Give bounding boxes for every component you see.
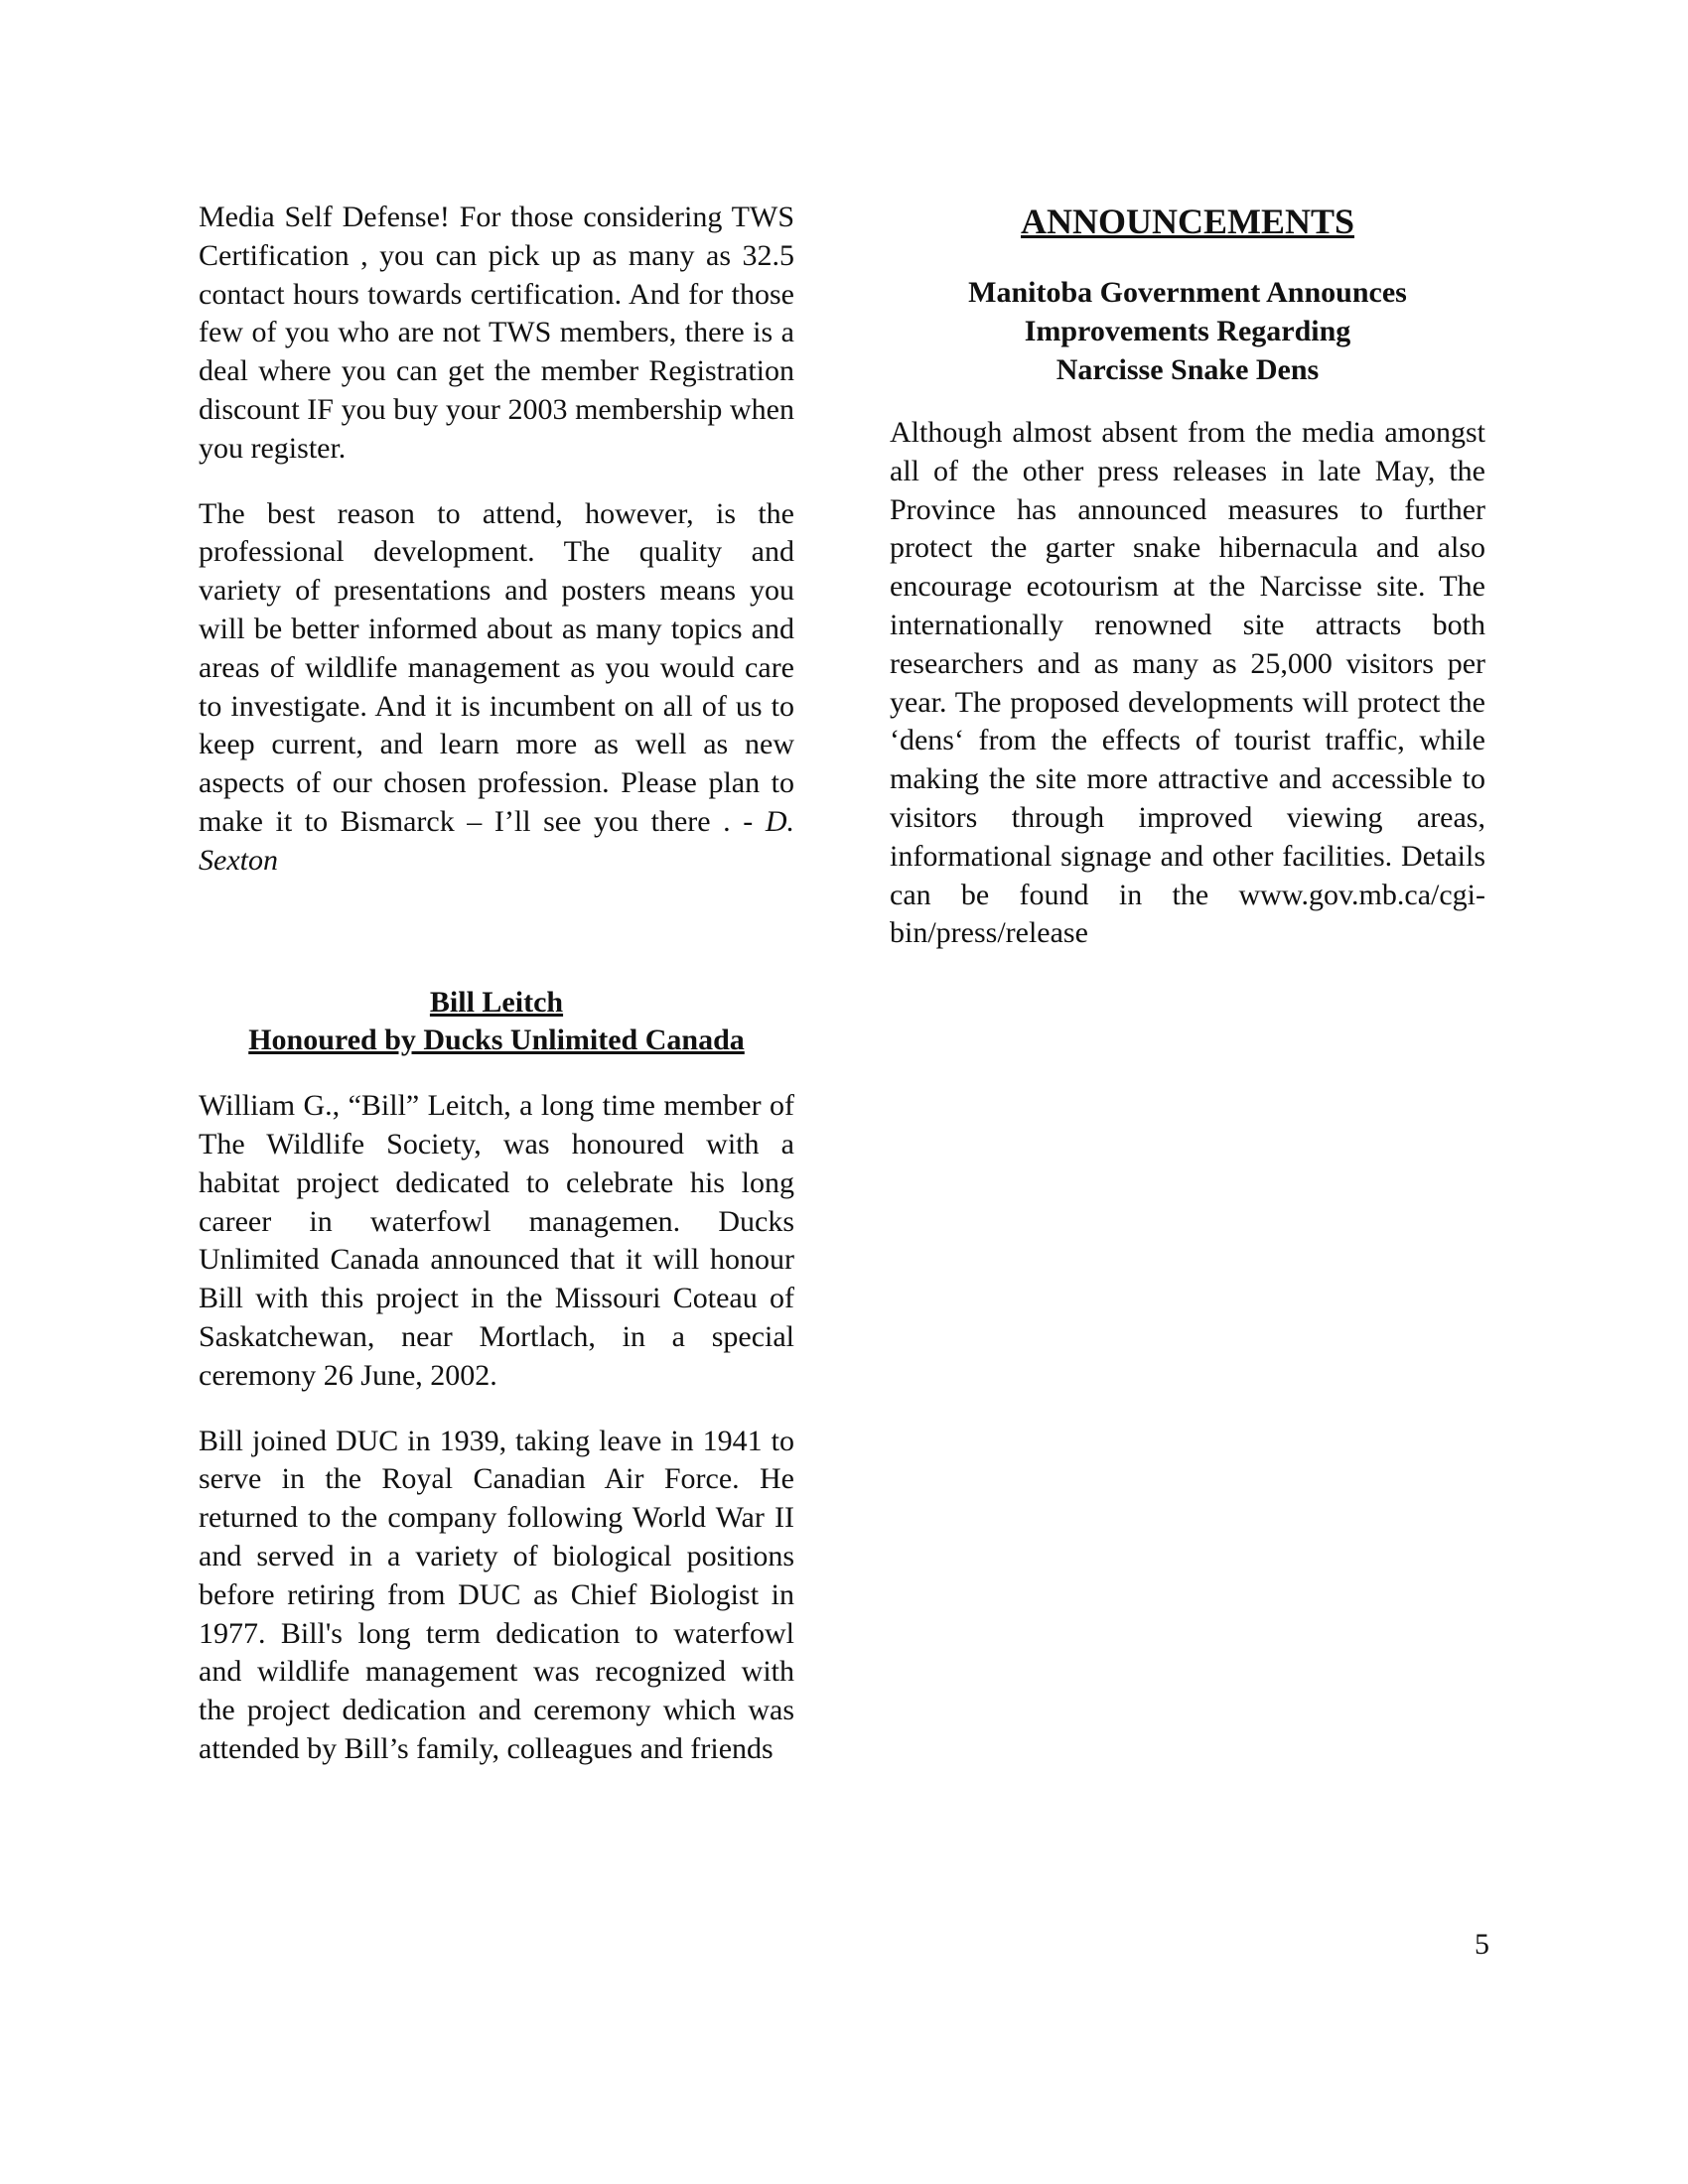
intro-paragraph-1: Media Self Defense! For those considering TWS Certification , you can pick up as many as 32.5 contact hours towards certification. And for those few of you who are not TWS members, there is a deal where you can get the member Registration discount IF you buy your 2003 membership when you register. — [199, 201, 794, 465]
intro-paragraph-2-text: The best reason to attend, however, is the professional development. The quality and variety of presentations and posters means you will be better informed about as many topics and areas of wildlife management as you would care to investigate. And it is incumbent on all of us to keep current, and learn more as well as new aspects of our chosen profession. Please plan to make it to Bismarck – I’ll see you there . - — [199, 496, 794, 838]
announcements-heading: ANNOUNCEMENTS — [1020, 202, 1355, 241]
leitch-article-title — [199, 984, 794, 1061]
page-number: 5 — [1475, 1928, 1489, 1961]
leitch-article — [199, 984, 794, 1769]
narcisse-announcement-title — [890, 273, 1485, 389]
leitch-paragraph-1: William G., “Bill” Leitch, a long time member of The Wildlife Society, was honoured with a habitat project dedicated to celebrate his long career in waterfowl managemen. Ducks Unlimited Canada announced that it will honour Bill with this project in the Missouri Coteau of Saskatchewan, near Mortlach, in a special ceremony 26 June, 2002. — [199, 1089, 794, 1392]
narcisse-announcement-body: Although almost absent from the media amongst all of the other press releases in late May, the Province has announced measures to further protect the garter snake hibernacula and also encourage ecotourism at the Narcisse site. The internationally renowned site attracts both researchers and as many as 25,000 visitors per year. The proposed developments will protect the ‘dens‘ from the effects of tourist traffic, while making the site more attractive and accessible to visitors through improved viewing areas, informational signage and other facilities. Details can be found in the www.gov.mb.ca/cgi-bin/press/release — [890, 416, 1485, 950]
left-column — [199, 199, 794, 1769]
narcisse-title-line-2: Improvements Regarding — [1024, 315, 1351, 347]
intro-paragraph-2 — [199, 495, 794, 881]
author-signature: D. Sexton — [199, 804, 794, 877]
narcisse-title-line-3: Narcisse Snake Dens — [1055, 353, 1320, 386]
leitch-title-line-1: Bill Leitch — [429, 985, 564, 1019]
leitch-paragraph-2: Bill joined DUC in 1939, taking leave in 1941 to serve in the Royal Canadian Air Force. He returned to the company following World War II and served in a variety of biological positions before retiring from DUC as Chief Biologist in 1977. Bill's long term dedication to waterfowl and wildlife management was recognized with the project dedication and ceremony which was attended by Bill’s family, colleagues and friends — [199, 1424, 794, 1765]
right-column — [890, 199, 1485, 953]
narcisse-title-line-1: Manitoba Government Announces — [968, 276, 1407, 309]
leitch-title-line-2: Honoured by Ducks Unlimited Canada — [248, 1024, 745, 1057]
